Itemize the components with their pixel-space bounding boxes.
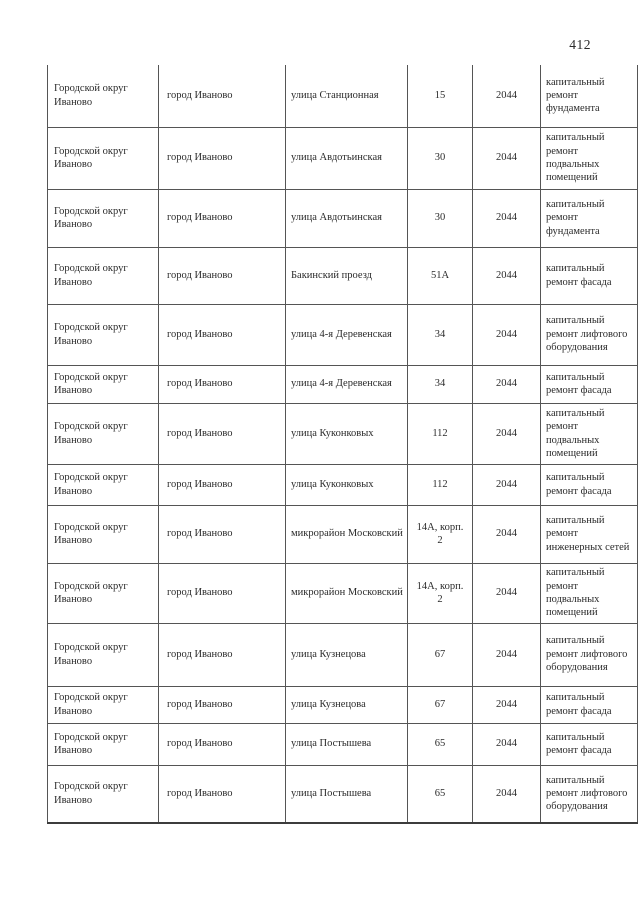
cell-street: улица Куконковых <box>286 464 408 505</box>
table-row <box>48 623 638 686</box>
cell-work: капитальный ремонт подвальных помещений <box>541 403 638 464</box>
cell-year: 2044 <box>473 304 541 365</box>
cell-house: 67 <box>408 686 473 723</box>
cell-district: Городской округ Иваново <box>48 127 159 189</box>
cell-street: микрорайон Московский <box>286 563 408 623</box>
cell-street: улица Постышева <box>286 723 408 765</box>
table-row <box>48 304 638 365</box>
cell-year: 2044 <box>473 765 541 823</box>
cell-house: 30 <box>408 189 473 247</box>
cell-work: капитальный ремонт подвальных помещений <box>541 563 638 623</box>
cell-work: капитальный ремонт фундамента <box>541 189 638 247</box>
cell-year: 2044 <box>473 189 541 247</box>
cell-street: улица Кузнецова <box>286 686 408 723</box>
cell-house: 14А, корп. 2 <box>408 563 473 623</box>
cell-house: 65 <box>408 765 473 823</box>
cell-house: 15 <box>408 65 473 127</box>
cell-work: капитальный ремонт фундамента <box>541 65 638 127</box>
cell-district: Городской округ Иваново <box>48 247 159 304</box>
cell-house: 34 <box>408 304 473 365</box>
cell-work: капитальный ремонт лифтового оборудования <box>541 765 638 823</box>
cell-street: улица Станционная <box>286 65 408 127</box>
cell-work: капитальный ремонт фасада <box>541 464 638 505</box>
cell-district: Городской округ Иваново <box>48 686 159 723</box>
cell-year: 2044 <box>473 365 541 403</box>
table-body <box>48 65 638 823</box>
cell-house: 112 <box>408 464 473 505</box>
cell-district: Городской округ Иваново <box>48 723 159 765</box>
table-row <box>48 247 638 304</box>
cell-city: город Иваново <box>159 403 286 464</box>
cell-work: капитальный ремонт фасада <box>541 247 638 304</box>
cell-city: город Иваново <box>159 765 286 823</box>
cell-district: Городской округ Иваново <box>48 765 159 823</box>
cell-house: 30 <box>408 127 473 189</box>
cell-street: улица Куконковых <box>286 403 408 464</box>
table-row <box>48 505 638 563</box>
cell-district: Городской округ Иваново <box>48 403 159 464</box>
page-number: 412 <box>569 37 591 52</box>
table-row <box>48 127 638 189</box>
cell-city: город Иваново <box>159 189 286 247</box>
cell-street: улица Постышева <box>286 765 408 823</box>
table-row <box>48 464 638 505</box>
table-row <box>48 65 638 127</box>
cell-city: город Иваново <box>159 127 286 189</box>
cell-year: 2044 <box>473 464 541 505</box>
cell-house: 65 <box>408 723 473 765</box>
cell-district: Городской округ Иваново <box>48 623 159 686</box>
cell-city: город Иваново <box>159 723 286 765</box>
cell-work: капитальный ремонт фасада <box>541 365 638 403</box>
cell-year: 2044 <box>473 65 541 127</box>
cell-street: улица Авдотьинская <box>286 127 408 189</box>
table-row <box>48 686 638 723</box>
cell-district: Городской округ Иваново <box>48 65 159 127</box>
cell-district: Городской округ Иваново <box>48 464 159 505</box>
cell-year: 2044 <box>473 403 541 464</box>
table-row <box>48 403 638 464</box>
table-row <box>48 189 638 247</box>
cell-year: 2044 <box>473 563 541 623</box>
cell-district: Городской округ Иваново <box>48 505 159 563</box>
capital-repair-plan-table <box>47 65 638 824</box>
cell-street: улица 4-я Деревенская <box>286 365 408 403</box>
cell-year: 2044 <box>473 686 541 723</box>
cell-work: капитальный ремонт фасада <box>541 723 638 765</box>
cell-house: 67 <box>408 623 473 686</box>
cell-city: город Иваново <box>159 505 286 563</box>
table-row <box>48 365 638 403</box>
cell-city: город Иваново <box>159 464 286 505</box>
cell-work: капитальный ремонт инженерных сетей <box>541 505 638 563</box>
cell-city: город Иваново <box>159 563 286 623</box>
cell-house: 14А, корп. 2 <box>408 505 473 563</box>
cell-district: Городской округ Иваново <box>48 304 159 365</box>
cell-house: 34 <box>408 365 473 403</box>
table-row <box>48 563 638 623</box>
cell-city: город Иваново <box>159 65 286 127</box>
cell-city: город Иваново <box>159 623 286 686</box>
cell-house: 112 <box>408 403 473 464</box>
table-row <box>48 723 638 765</box>
cell-street: Бакинский проезд <box>286 247 408 304</box>
cell-work: капитальный ремонт лифтового оборудования <box>541 623 638 686</box>
cell-street: улица Кузнецова <box>286 623 408 686</box>
cell-city: город Иваново <box>159 686 286 723</box>
cell-work: капитальный ремонт фасада <box>541 686 638 723</box>
cell-district: Городской округ Иваново <box>48 563 159 623</box>
cell-district: Городской округ Иваново <box>48 189 159 247</box>
cell-year: 2044 <box>473 247 541 304</box>
cell-year: 2044 <box>473 127 541 189</box>
cell-city: город Иваново <box>159 304 286 365</box>
table-row <box>48 765 638 823</box>
cell-house: 51А <box>408 247 473 304</box>
cell-street: улица 4-я Деревенская <box>286 304 408 365</box>
cell-year: 2044 <box>473 505 541 563</box>
cell-city: город Иваново <box>159 247 286 304</box>
cell-year: 2044 <box>473 723 541 765</box>
cell-city: город Иваново <box>159 365 286 403</box>
cell-street: микрорайон Московский <box>286 505 408 563</box>
cell-street: улица Авдотьинская <box>286 189 408 247</box>
cell-district: Городской округ Иваново <box>48 365 159 403</box>
cell-year: 2044 <box>473 623 541 686</box>
cell-work: капитальный ремонт лифтового оборудования <box>541 304 638 365</box>
cell-work: капитальный ремонт подвальных помещений <box>541 127 638 189</box>
